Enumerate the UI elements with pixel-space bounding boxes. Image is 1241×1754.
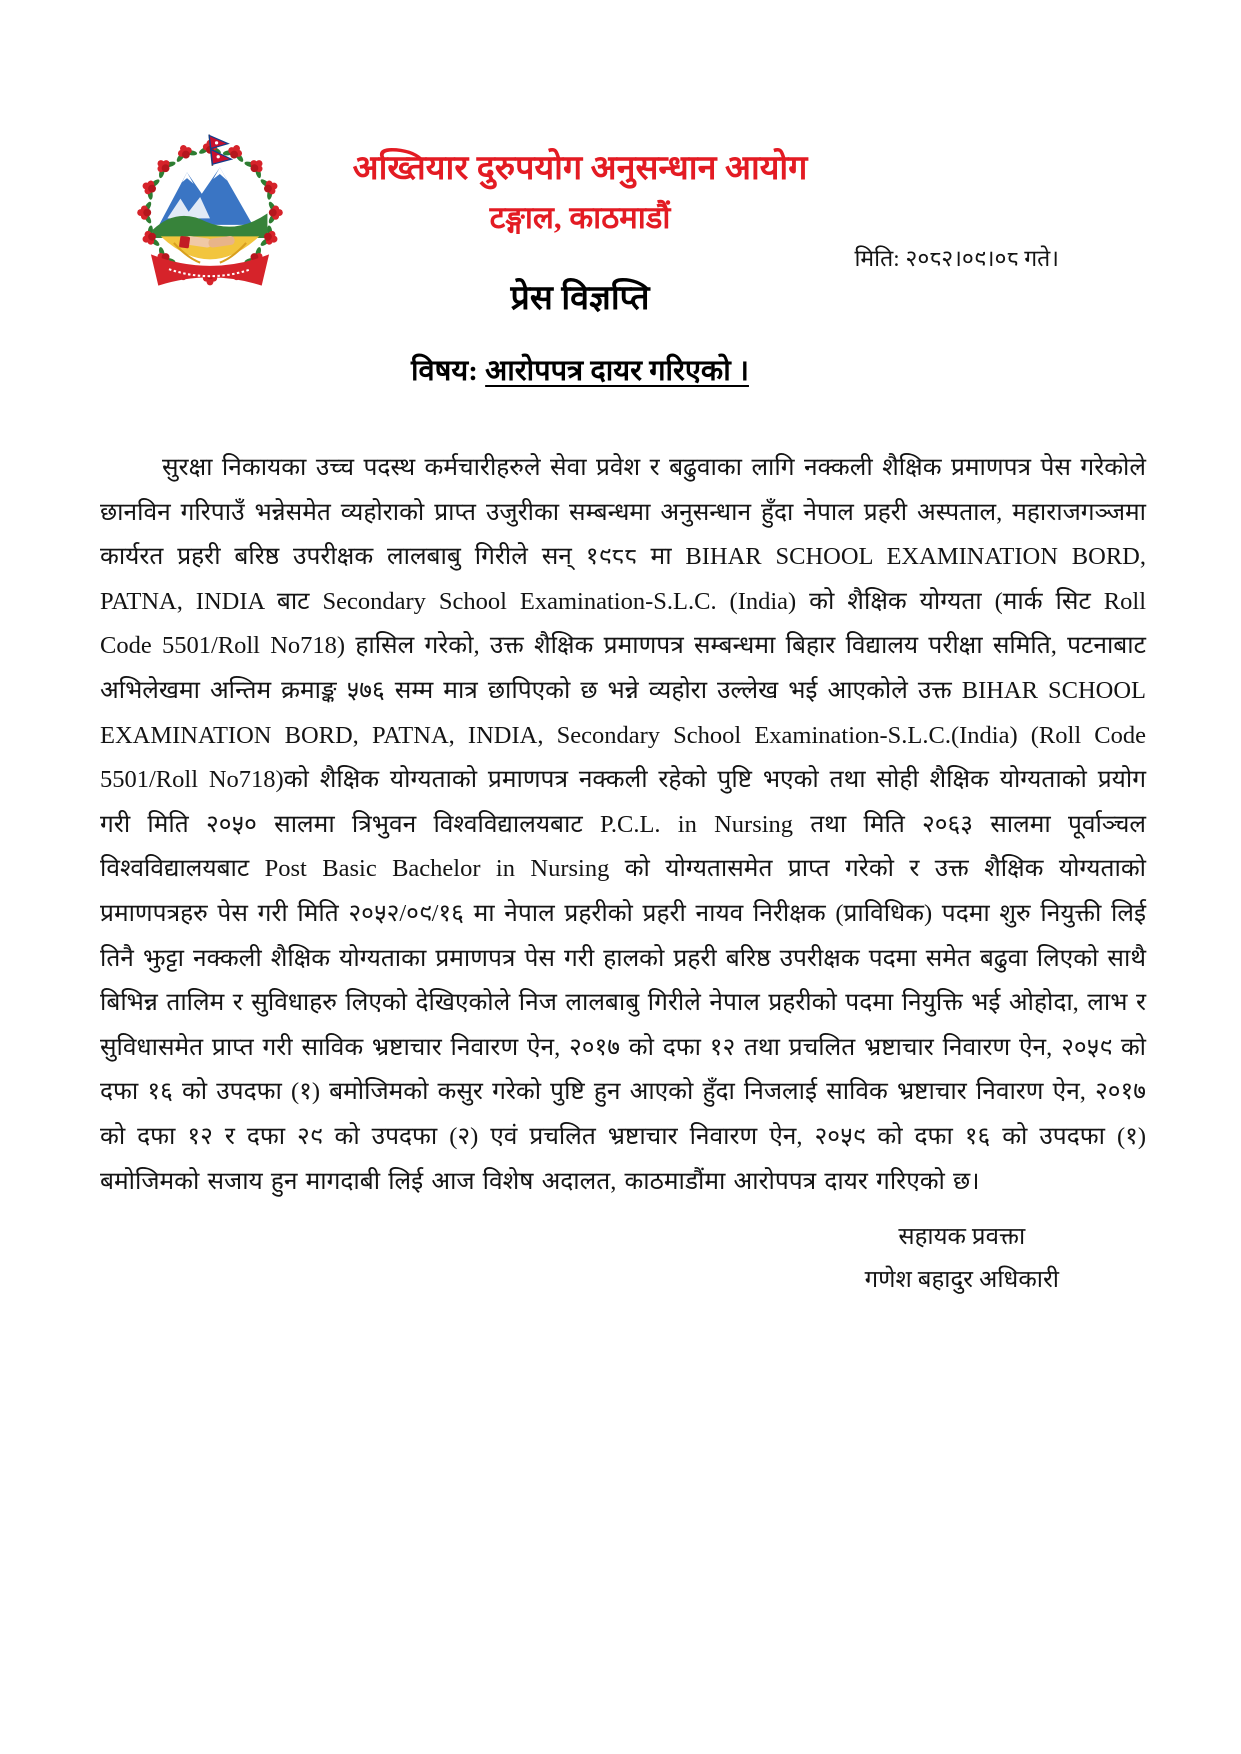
organization-address: टङ्गाल, काठमाडौं bbox=[489, 200, 671, 235]
subject-prefix: विषय: bbox=[411, 355, 486, 387]
subject-underlined-text: आरोपपत्र दायर गरिएको । bbox=[485, 355, 749, 387]
document-date: मिति: २०८२।०९।०८ गते। bbox=[854, 246, 1059, 271]
signatory-name: गणेश बहादुर अधिकारी bbox=[864, 1267, 1059, 1293]
signatory-designation: सहायक प्रवक्ता bbox=[898, 1224, 1026, 1250]
subject-line bbox=[0, 350, 1160, 389]
press-release-title: प्रेस विज्ञप्ति bbox=[510, 280, 650, 317]
organization-name: अख्तियार दुरुपयोग अनुसन्धान आयोग bbox=[352, 150, 808, 187]
signature-block bbox=[865, 1216, 1059, 1302]
body-paragraph: सुरक्षा निकायका उच्च पदस्थ कर्मचारीहरुले सेवा प्रवेश र बढुवाका लागि नक्कली शैक्षिक प्रमाणपत्र पेस गरेकोले छानविन गरिपाउँ भन्नेसमेत व्यहोराको प्राप्त उजुरीका सम्बन्धमा अनुसन्धान हुँदा नेपाल प्रहरी अस्पताल, महाराजगञ्जमा कार्यरत प्रहरी बरिष्ठ उपरीक्षक लालबाबु गिरीले सन् १९८८ मा BIHAR SCHOOL EXAMINATION BORD, PATNA, INDIA बाट Secondary School Examination-S.L.C. (India) को शैक्षिक योग्यता (मार्क सिट Roll Code 5501/Roll No718) हासिल गरेको, उक्त शैक्षिक प्रमाणपत्र सम्बन्धमा बिहार विद्यालय परीक्षा समिति, पटनाबाट अभिलेखमा अन्तिम क्रमाङ्क ५७६ सम्म मात्र छापिएको छ भन्ने व्यहोरा उल्लेख भई आएकोले उक्त BIHAR SCHOOL EXAMINATION BORD, PATNA, INDIA, Secondary School Examination-S.L.C.(India) (Roll Code 5501/Roll No718)को शैक्षिक योग्यताको प्रमाणपत्र नक्कली रहेको पुष्टि भएको तथा सोही शैक्षिक योग्यताको प्रयोग गरी मिति २०५० सालमा त्रिभुवन विश्वविद्यालयबाट P.C.L. in Nursing तथा मिति २०६३ सालमा पूर्वाञ्चल विश्वविद्यालयबाट Post Basic Bachelor in Nursing को योग्यतासमेत प्राप्त गरेको र उक्त शैक्षिक योग्यताको प्रमाणपत्रहरु पेस गरी मिति २०५२/०९/१६ मा नेपाल प्रहरीको प्रहरी नायव निरीक्षक (प्राविधिक) पदमा शुरु नियुक्ती लिई तिनै झुट्टा नक्कली शैक्षिक योग्यताका प्रमाणपत्र पेस गरी हालको प्रहरी बरिष्ठ उपरीक्षक पदमा समेत बढुवा लिएको साथै बिभिन्न तालिम र सुविधाहरु लिएको देखिएकोले निज लालबाबु गिरीले नेपाल प्रहरीको पदमा नियुक्ति भई ओहोदा, लाभ र सुविधासमेत प्राप्त गरी साविक भ्रष्टाचार निवारण ऐन, २०१७ को दफा १२ तथा प्रचलित भ्रष्टाचार निवारण ऐन, २०५९ को दफा १६ को उपदफा (१) बमोजिमको कसुर गरेको पुष्टि हुन आएको हुँदा निजलाई साविक भ्रष्टाचार निवारण ऐन, २०१७ को दफा १२ र दफा २९ को उपदफा (२) एवं प्रचलित भ्रष्टाचार निवारण ऐन, २०५९ को दफा १६ को उपदफा (१) बमोजिमको सजाय हुन मागदाबी लिई आज विशेष अदालत, काठमाडौंमा आरोपपत्र दायर गरिएको छ। bbox=[100, 454, 1146, 1195]
